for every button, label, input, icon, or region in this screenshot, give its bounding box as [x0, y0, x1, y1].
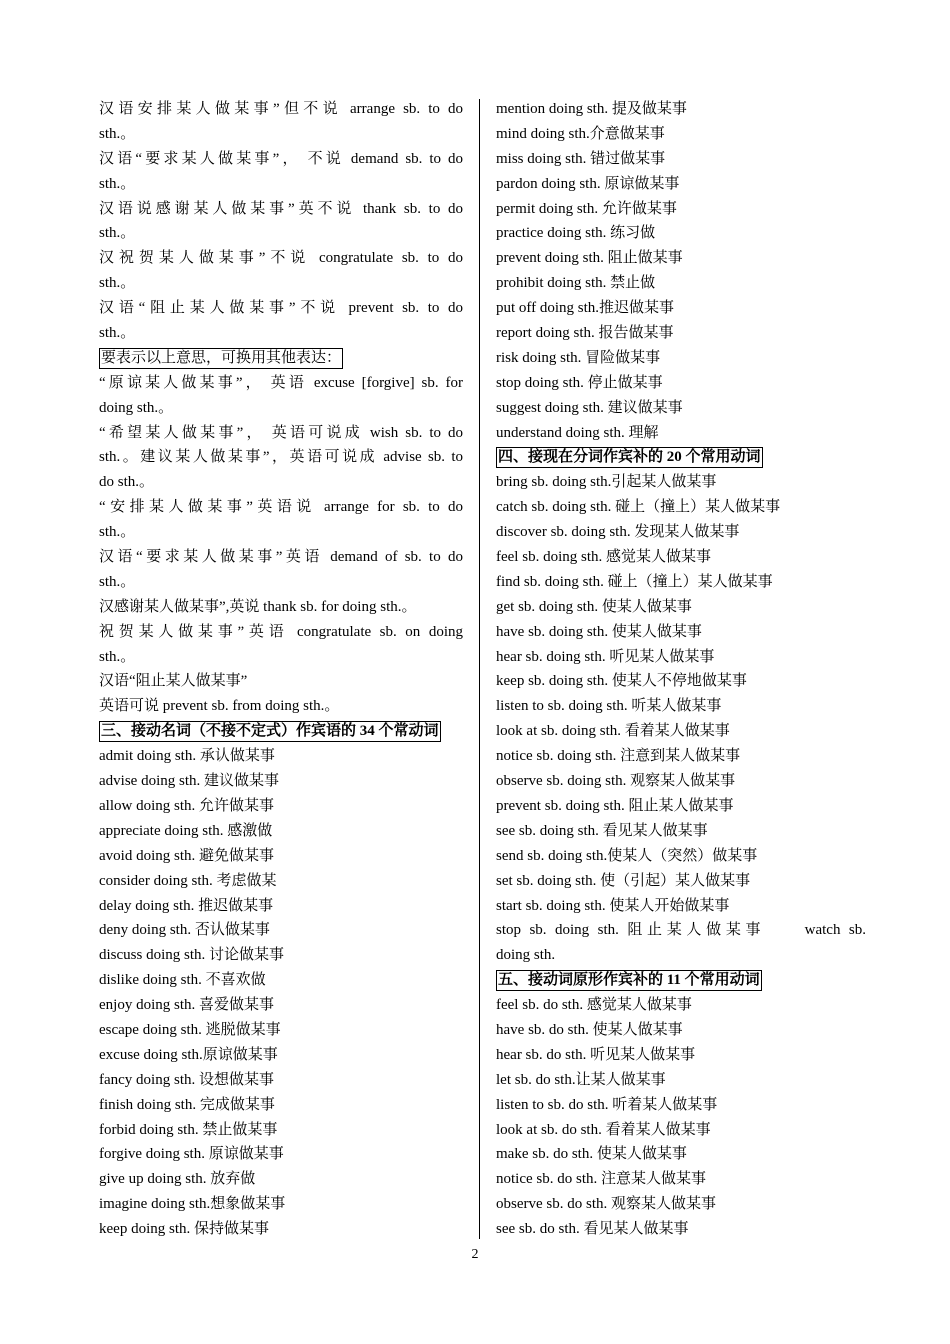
- text-line: escape doing sth. 逃脱做某事: [99, 1021, 281, 1038]
- text-line: keep sb. doing sth. 使某人不停地做某事: [496, 673, 747, 690]
- text-line: 汉感谢某人做某事”,英说 thank sb. for doing sth.。: [99, 598, 417, 615]
- text-line: “希望某人做某事”， 英语可说成 wish sb. to do: [99, 424, 463, 441]
- text-line: make sb. do sth. 使某人做某事: [496, 1146, 687, 1163]
- text-line: stop sb. doing sth. 阻止某人做某事 watch sb.: [496, 922, 866, 939]
- text-line: excuse doing sth.原谅做某事: [99, 1046, 278, 1063]
- text-line: get sb. doing sth. 使某人做某事: [496, 598, 692, 615]
- section-heading-text: 三、接动名词（不接不定式）作宾语的 34 个常动词: [99, 721, 441, 742]
- text-line: report doing sth. 报告做某事: [496, 325, 674, 342]
- text-line: avoid doing sth. 避免做某事: [99, 847, 274, 864]
- text-line: understand doing sth. 理解: [496, 424, 659, 441]
- text-line: look at sb. doing sth. 看着某人做某事: [496, 723, 730, 740]
- column-divider: [479, 99, 480, 1239]
- text-line: 汉语说感谢某人做某事”英不说 thank sb. to do: [99, 200, 463, 217]
- text-line: practice doing sth. 练习做: [496, 225, 656, 242]
- text-line: 英语可说 prevent sb. from doing sth.。: [99, 698, 340, 715]
- text-line: start sb. doing sth. 使某人开始做某事: [496, 897, 730, 914]
- text-line: pardon doing sth. 原谅做某事: [496, 175, 680, 192]
- section-heading: [496, 445, 866, 470]
- text-line: prevent sb. doing sth. 阻止某人做某事: [496, 797, 734, 814]
- text-line: 祝贺某人做某事”英语 congratulate sb. on doing: [99, 623, 463, 640]
- text-line: consider doing sth. 考虑做某: [99, 872, 277, 889]
- text-line: feel sb. doing sth. 感觉某人做某事: [496, 549, 711, 566]
- text-line: doing sth.。: [99, 399, 174, 416]
- text-line: stop doing sth. 停止做某事: [496, 374, 663, 391]
- text-line: discuss doing sth. 讨论做某事: [99, 947, 285, 964]
- text-line: feel sb. do sth. 感觉某人做某事: [496, 997, 692, 1014]
- text-line: sth.。: [99, 325, 136, 342]
- text-line: sth.。: [99, 573, 136, 590]
- text-line: forbid doing sth. 禁止做某事: [99, 1121, 278, 1138]
- text-line: risk doing sth. 冒险做某事: [496, 349, 661, 366]
- text-line: finish doing sth. 完成做某事: [99, 1096, 275, 1113]
- text-line: sth.。建议某人做某事”，英语可说成 advise sb. to: [99, 449, 463, 466]
- page-number: 2: [471, 1247, 479, 1262]
- text-line: do sth.。: [99, 474, 155, 491]
- text-line: doing sth.: [496, 947, 556, 964]
- text-line: 汉语“要求某人做某事”， 不说 demand sb. to do: [99, 150, 463, 167]
- text-line: let sb. do sth.让某人做某事: [496, 1071, 666, 1088]
- text-line: appreciate doing sth. 感激做: [99, 822, 273, 839]
- text-line: advise doing sth. 建议做某事: [99, 773, 279, 790]
- text-line: 汉语“阻止某人做某事”: [99, 673, 248, 690]
- text-line: notice sb. do sth. 注意某人做某事: [496, 1171, 706, 1188]
- text-line: find sb. doing sth. 碰上（撞上）某人做某事: [496, 573, 773, 590]
- text-line: observe sb. doing sth. 观察某人做某事: [496, 773, 736, 790]
- text-line: “安排某人做某事”英语说 arrange for sb. to do: [99, 499, 463, 516]
- text-line: miss doing sth. 错过做某事: [496, 150, 666, 167]
- text-line: permit doing sth. 允许做某事: [496, 200, 677, 217]
- text-line: “原谅某人做某事”， 英语 excuse [forgive] sb. for: [99, 374, 463, 391]
- text-line: 汉语“要求某人做某事”英语 demand of sb. to do: [99, 549, 463, 566]
- section-heading: [99, 346, 463, 371]
- text-line: sth.。: [99, 524, 136, 541]
- text-line: forgive doing sth. 原谅做某事: [99, 1146, 284, 1163]
- text-line: suggest doing sth. 建议做某事: [496, 399, 683, 416]
- text-line: have sb. do sth. 使某人做某事: [496, 1021, 683, 1038]
- text-line: allow doing sth. 允许做某事: [99, 797, 274, 814]
- text-line: sth.。: [99, 225, 136, 242]
- right-column: [496, 97, 866, 1242]
- text-line: mention doing sth. 提及做某事: [496, 101, 687, 117]
- text-line: give up doing sth. 放弃做: [99, 1171, 256, 1188]
- text-line: prohibit doing sth. 禁止做: [496, 275, 656, 292]
- section-heading: [99, 719, 463, 744]
- text-line: sth.。: [99, 125, 136, 142]
- text-line: prevent doing sth. 阻止做某事: [496, 250, 683, 267]
- text-line: dislike doing sth. 不喜欢做: [99, 972, 266, 989]
- text-line: see sb. do sth. 看见某人做某事: [496, 1221, 689, 1238]
- section-heading-text: 五、接动词原形作宾补的 11 个常用动词: [496, 970, 762, 991]
- text-line: sth.。: [99, 275, 136, 292]
- text-line: send sb. doing sth.使某人（突然）做某事: [496, 847, 758, 864]
- text-line: have sb. doing sth. 使某人做某事: [496, 623, 702, 640]
- text-line: listen to sb. do sth. 听着某人做某事: [496, 1096, 718, 1113]
- text-line: enjoy doing sth. 喜爱做某事: [99, 997, 274, 1014]
- text-line: imagine doing sth.想象做某事: [99, 1196, 286, 1213]
- section-heading-text: 要表示以上意思，可换用其他表达：: [99, 348, 343, 369]
- text-line: sth.。: [99, 175, 136, 192]
- text-line: listen to sb. doing sth. 听某人做某事: [496, 698, 722, 715]
- text-line: keep doing sth. 保持做某事: [99, 1221, 269, 1238]
- text-line: hear sb. doing sth. 听见某人做某事: [496, 648, 715, 665]
- text-line: 汉语“阻止某人做某事”不说 prevent sb. to do: [99, 300, 463, 317]
- text-line: put off doing sth.推迟做某事: [496, 300, 675, 317]
- text-line: deny doing sth. 否认做某事: [99, 922, 270, 939]
- text-line: see sb. doing sth. 看见某人做某事: [496, 822, 708, 839]
- text-line: notice sb. doing sth. 注意到某人做某事: [496, 748, 741, 765]
- text-line: fancy doing sth. 设想做某事: [99, 1071, 274, 1088]
- text-line: sth.。: [99, 648, 136, 665]
- text-line: delay doing sth. 推迟做某事: [99, 897, 274, 914]
- text-line: mind doing sth.介意做某事: [496, 125, 665, 142]
- section-heading-text: 四、接现在分词作宾补的 20 个常用动词: [496, 447, 763, 468]
- left-column: [99, 97, 463, 1242]
- text-line: discover sb. doing sth. 发现某人做某事: [496, 524, 740, 541]
- text-line: hear sb. do sth. 听见某人做某事: [496, 1046, 696, 1063]
- text-line: bring sb. doing sth.引起某人做某事: [496, 474, 717, 491]
- text-line: catch sb. doing sth. 碰上（撞上）某人做某事: [496, 499, 781, 516]
- text-line: 汉祝贺某人做某事”不说 congratulate sb. to do: [99, 250, 463, 267]
- section-heading: [496, 968, 866, 993]
- text-line: set sb. doing sth. 使（引起）某人做某事: [496, 872, 751, 889]
- text-line: observe sb. do sth. 观察某人做某事: [496, 1196, 716, 1213]
- text-line: look at sb. do sth. 看着某人做某事: [496, 1121, 711, 1138]
- text-line: admit doing sth. 承认做某事: [99, 748, 275, 765]
- text-line: 汉语安排某人做某事”但不说 arrange sb. to do: [99, 101, 463, 117]
